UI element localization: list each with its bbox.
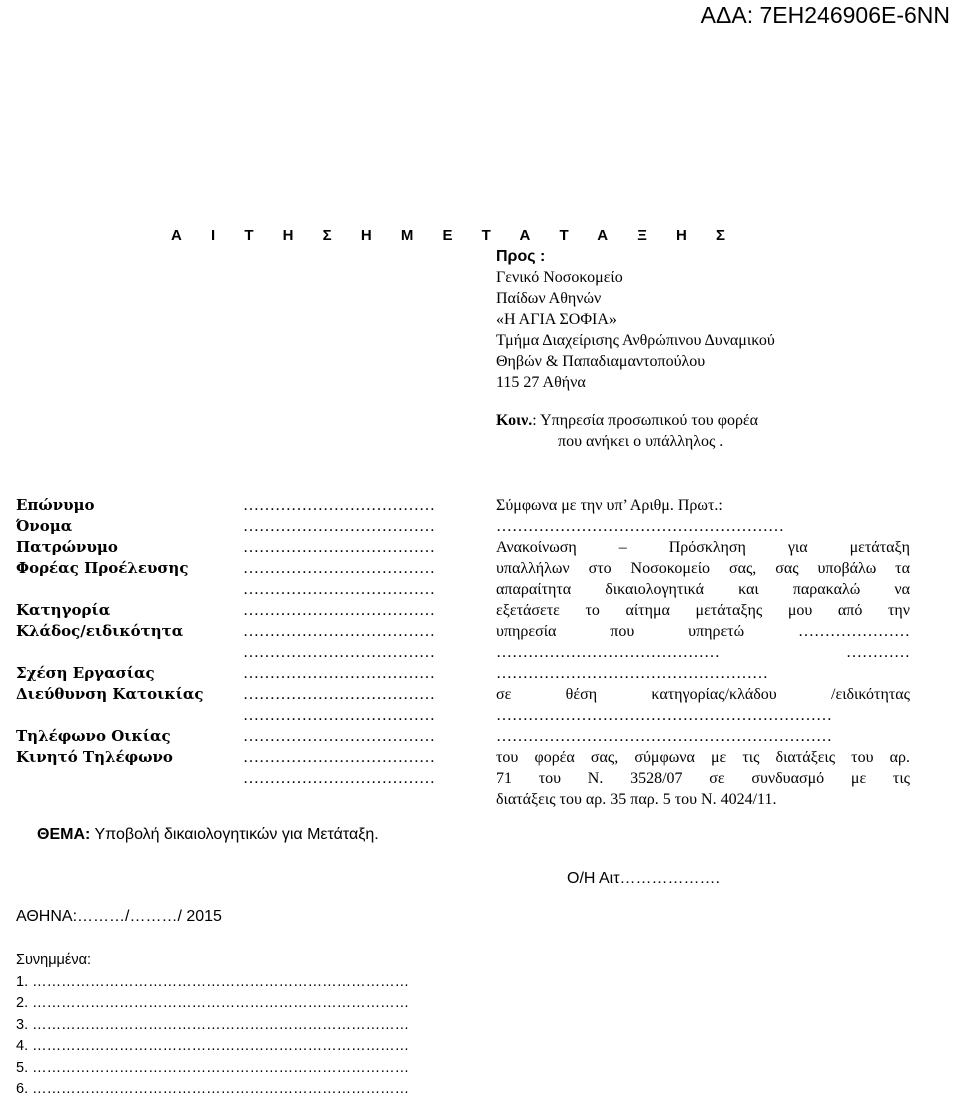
label-category: Κατηγορία — [16, 601, 111, 619]
subject-label: ΘΕΜΑ: — [37, 826, 91, 843]
subject-text: Υποβολή δικαιολογητικών για Μετάταξη. — [90, 826, 379, 843]
applicant-labels — [16, 495, 204, 768]
recipient-block — [496, 246, 775, 393]
ada-code: ΑΔΑ: 7ΕΗ246906Ε-6ΝΝ — [700, 2, 950, 28]
body-line: διατάξεις του αρ. 35 παρ. 5 του Ν. 4024/11. — [496, 791, 777, 808]
body-line: ……………………………………………………… — [496, 707, 832, 724]
body-line: Ανακοίνωση – Πρόσκληση για μετάταξη — [496, 539, 910, 556]
field-dots[interactable]: ……………………………… — [243, 581, 435, 598]
cc-block — [496, 410, 758, 452]
attachment-item: 5. …………………………………………………………………… — [16, 1059, 410, 1076]
label-father-name: Πατρώνυμο — [16, 538, 118, 556]
recipient-line: Τμήμα Διαχείρισης Ανθρώπινου Δυναμικού — [496, 332, 775, 349]
label-mobile: Κινητό Τηλέφωνο — [16, 748, 173, 766]
field-dots[interactable]: ……………………………… — [243, 665, 435, 682]
body-line: σε θέση κατηγορίας/κλάδου /ειδικότητας — [496, 686, 910, 703]
attachments-label: Συνημμένα: — [16, 952, 92, 968]
body-line: Σύμφωνα με την υπ’ Αριθμ. Πρωτ.: — [496, 497, 723, 514]
signature-line: Ο/Η Αιτ………………. — [567, 870, 720, 887]
attachments — [16, 950, 409, 1101]
request-body — [496, 495, 910, 810]
field-dots[interactable]: ……………………………… — [243, 560, 435, 577]
recipient-line: Θηβών & Παπαδιαμαντοπούλου — [496, 353, 706, 370]
body-line: απαραίτητα δικαιολογητικά και παρακαλώ να — [496, 581, 910, 598]
field-dots[interactable]: ……………………………… — [243, 518, 435, 535]
label-branch: Κλάδος/ειδικότητα — [16, 622, 184, 640]
label-employment: Σχέση Εργασίας — [16, 664, 155, 682]
cc-text-2: που ανήκει ο υπάλληλος . — [558, 433, 724, 450]
body-line: 71 του Ν. 3528/07 σε συνδυασμό με τις — [496, 770, 910, 787]
field-dots[interactable]: ……………………………… — [243, 497, 435, 514]
recipient-label: Προς : — [496, 248, 546, 265]
recipient-line: Γενικό Νοσοκομείο — [496, 269, 623, 286]
field-dots[interactable]: ……………………………… — [243, 686, 435, 703]
recipient-line: Παίδων Αθηνών — [496, 290, 602, 307]
field-dots[interactable]: ……………………………… — [243, 644, 435, 661]
label-home-phone: Τηλέφωνο Οικίας — [16, 727, 171, 745]
cc-text: : Υπηρεσία προσωπικού του φορέα — [532, 412, 759, 429]
field-dots[interactable]: ……………………………… — [243, 602, 435, 619]
field-dots[interactable]: ……………………………… — [243, 728, 435, 745]
field-dots[interactable]: ……………………………… — [243, 770, 435, 787]
attachment-item: 6. …………………………………………………………………… — [16, 1081, 410, 1097]
recipient-line: 115 27 Αθήνα — [496, 374, 586, 391]
attachment-item: 4. …………………………………………………………………… — [16, 1038, 410, 1054]
attachment-item: 3. …………………………………………………………………… — [16, 1016, 410, 1033]
label-origin-agency: Φορέας Προέλευσης — [16, 559, 189, 577]
label-address: Διεύθυνση Κατοικίας — [16, 685, 204, 703]
cc-label: Κοιν. — [496, 412, 533, 429]
body-line: υπαλλήλων στο Νοσοκομείο σας, σας υποβάλω τα — [496, 560, 910, 577]
body-line: υπηρεσία που υπηρετώ ………………… — [496, 623, 910, 640]
body-line: εξετάσετε το αίτημα μετάταξης μου από την — [496, 602, 910, 619]
recipient-line: «Η ΑΓΙΑ ΣΟΦΙΑ» — [496, 311, 617, 328]
body-line: ……………………………………………………… — [496, 728, 832, 745]
body-line: …………………………………………… — [496, 665, 768, 682]
field-dots[interactable]: ……………………………… — [243, 623, 435, 640]
applicant-fields — [243, 495, 435, 789]
body-line: του φορέα σας, σύμφωνα με τις διατάξεις του αρ. — [496, 749, 910, 766]
date-line: ΑΘΗΝΑ:………/………/ 2015 — [16, 908, 222, 925]
body-line: ……………………………………………… — [496, 518, 784, 535]
body-line: ………… — [846, 644, 910, 661]
document-title: Α Ι Τ Η Σ Η Μ Ε Τ Α Τ Α Ξ Η Σ — [171, 227, 729, 244]
attachment-item: 1. …………………………………………………………………… — [16, 973, 410, 990]
field-dots[interactable]: ……………………………… — [243, 749, 435, 766]
body-line: …………………………………… — [496, 644, 720, 661]
label-name: Όνομα — [16, 517, 73, 535]
field-dots[interactable]: ……………………………… — [243, 539, 435, 556]
label-surname: Επώνυμο — [16, 496, 95, 514]
field-dots[interactable]: ……………………………… — [243, 707, 435, 724]
subject-line — [37, 826, 379, 844]
attachment-item: 2. …………………………………………………………………… — [16, 995, 410, 1011]
